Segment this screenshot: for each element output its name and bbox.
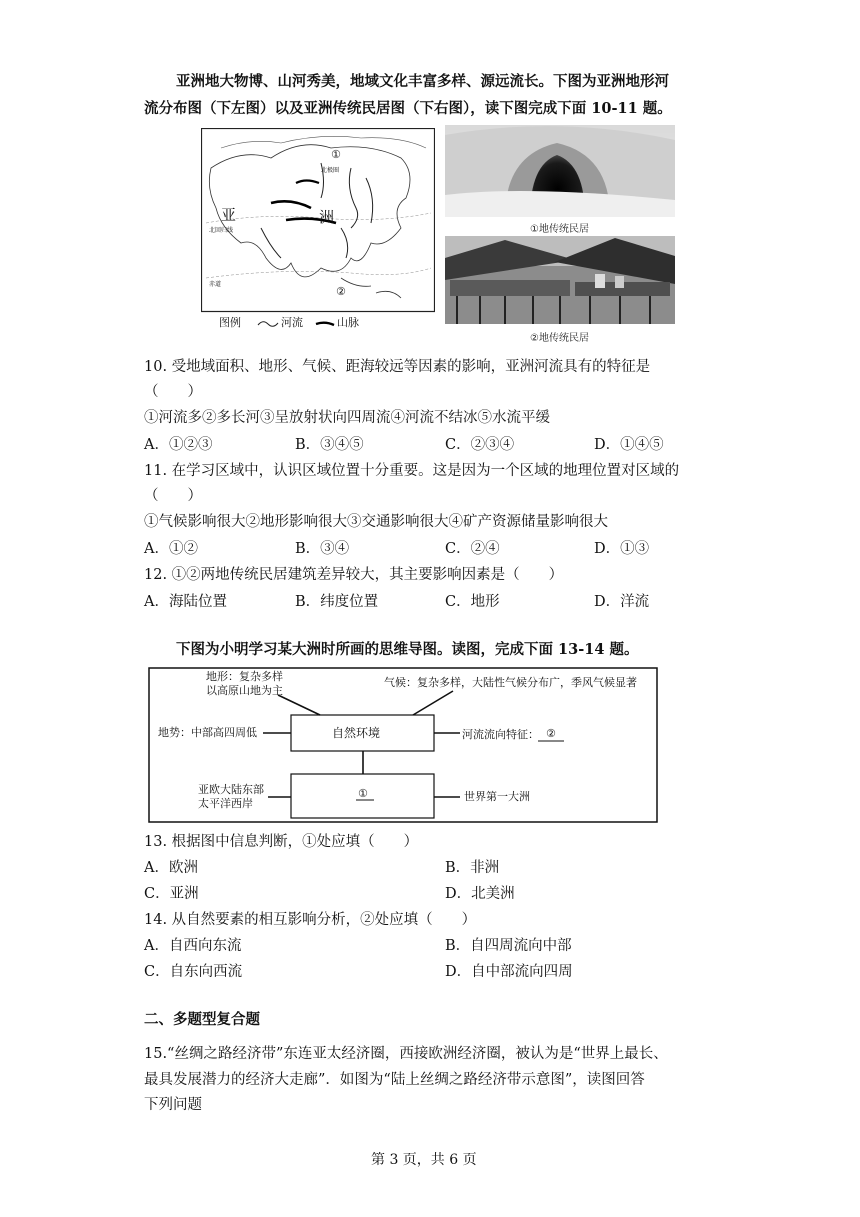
- legend-river-icon: [257, 319, 279, 329]
- section-2-heading: 二、多题型复合题: [144, 1012, 260, 1028]
- map-equator-label: 赤道: [209, 281, 222, 288]
- q13-stem: 13. 根据图中信息判断，①处应填（ ）: [144, 834, 419, 850]
- q14-stem: 14. 从自然要素的相互影响分析，②处应填（ ）: [144, 912, 477, 928]
- mm-terrain-1: 地形：复杂多样: [206, 670, 283, 683]
- q11-option-d[interactable]: D．①③: [594, 541, 650, 557]
- mm-terrain-2: 以高原山地为主: [206, 684, 283, 697]
- q13-option-d[interactable]: D．北美洲: [445, 886, 515, 902]
- map-arctic-label: 北极圈: [321, 167, 340, 174]
- legend-mountain-icon: [315, 319, 335, 329]
- intro2-line: 下图为小明学习某大洲时所画的思维导图。读图，完成下面 13-14 题。: [176, 641, 639, 658]
- legend-mountain-label: 山脉: [337, 316, 359, 329]
- q12-option-b[interactable]: B．纬度位置: [295, 594, 379, 610]
- q12-option-d[interactable]: D．洋流: [594, 594, 650, 610]
- igloo-image: [445, 125, 675, 217]
- q11-option-b[interactable]: B．③④: [295, 541, 350, 557]
- q10-option-a[interactable]: A．①②③: [144, 437, 213, 453]
- mm-location-1: 亚欧大陆东部: [198, 783, 264, 796]
- q14-option-a[interactable]: A．自西向东流: [144, 938, 242, 954]
- q11-items: ①气候影响很大②地形影响很大③交通影响很大④矿产资源储量影响很大: [144, 514, 608, 530]
- q14-option-b[interactable]: B．自四周流向中部: [445, 938, 572, 954]
- mm-largest: 世界第一大洲: [464, 790, 530, 803]
- stilt-house-image: [445, 236, 675, 324]
- intro-line-1: 亚洲地大物博、山河秀美，地域文化丰富多样、源远流长。下图为亚洲地形河: [176, 73, 669, 90]
- mind-map: [148, 667, 658, 823]
- q10-option-d[interactable]: D．①④⑤: [594, 437, 664, 453]
- map-label-zhou: 洲: [319, 208, 335, 226]
- legend-title: 图例: [219, 316, 241, 329]
- map-marker-1: ①: [331, 148, 341, 161]
- q13-option-a[interactable]: A．欧洲: [144, 860, 198, 876]
- photo2-caption: ②地传统民居: [530, 333, 589, 344]
- q11-option-c[interactable]: C．②④: [445, 541, 500, 557]
- q12-option-c[interactable]: C．地形: [445, 594, 500, 610]
- photo-igloo: [445, 125, 675, 217]
- q10-stem: 10. 受地域面积、地形、气候、距海较远等因素的影响，亚洲河流具有的特征是: [144, 359, 651, 375]
- intro-line-2: 流分布图（下左图）以及亚洲传统民居图（下右图），读下图完成下面 10-11 题。: [144, 100, 672, 117]
- asia-map-figure: [201, 128, 435, 336]
- asia-map-drawing: [201, 128, 435, 336]
- q15-line-1: 15.“丝绸之路经济带”东连亚太经济圈，西接欧洲经济圈，被认为是“世界上最长、: [144, 1046, 668, 1062]
- q10-option-b[interactable]: B．③④⑤: [295, 437, 364, 453]
- mm-slope: 地势：中部高四周低: [158, 726, 257, 739]
- q10-paren: （ ）: [144, 384, 202, 400]
- mm-river-label: 河流流向特征：: [462, 728, 539, 741]
- q11-stem: 11. 在学习区域中，认识区域位置十分重要。这是因为一个区域的地理位置对区域的: [144, 463, 680, 479]
- page-footer: 第 3 页，共 6 页: [371, 1152, 477, 1168]
- q11-option-a[interactable]: A．①②: [144, 541, 198, 557]
- map-marker-2: ②: [336, 285, 346, 298]
- map-tropic-label: 北回归线: [209, 227, 234, 234]
- legend-river-label: 河流: [281, 316, 303, 329]
- q14-option-d[interactable]: D．自中部流向四周: [445, 964, 573, 980]
- mm-center-box: 自然环境: [332, 726, 381, 740]
- map-label-ya: 亚: [221, 206, 237, 224]
- photo-stilt-house: [445, 236, 675, 324]
- q13-option-c[interactable]: C．亚洲: [144, 886, 199, 902]
- q13-option-b[interactable]: B．非洲: [445, 860, 500, 876]
- q10-items: ①河流多②多长河③呈放射状向四周流④河流不结冰⑤水流平缓: [144, 410, 550, 426]
- q15-line-2: 最具发展潜力的经济大走廊”．如图为“陆上丝绸之路经济带示意图”，读图回答: [144, 1072, 645, 1088]
- photo1-caption: ①地传统民居: [530, 224, 589, 235]
- q12-option-a[interactable]: A．海陆位置: [144, 594, 227, 610]
- mm-blank-2: ②: [546, 727, 556, 740]
- mm-climate: 气候：复杂多样，大陆性气候分布广，季风气候显著: [384, 676, 637, 689]
- q10-option-c[interactable]: C．②③④: [445, 437, 515, 453]
- q12-stem: 12. ①②两地传统民居建筑差异较大，其主要影响因素是（ ）: [144, 567, 564, 583]
- q15-line-3: 下列问题: [144, 1097, 202, 1113]
- q14-option-c[interactable]: C．自东向西流: [144, 964, 243, 980]
- mm-blank-1: ①: [358, 787, 368, 800]
- q11-paren: （ ）: [144, 488, 202, 504]
- mm-location-2: 太平洋西岸: [198, 797, 253, 810]
